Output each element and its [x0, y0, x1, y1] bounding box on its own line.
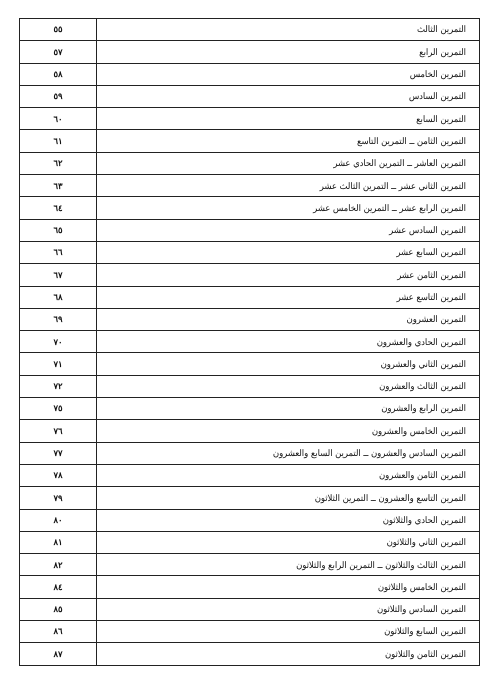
page-number-cell: ٨١ [20, 531, 97, 553]
exercise-title: التمرين الرابع عشر ــ التمرين الخامس عشر [313, 202, 466, 214]
table-row [20, 643, 480, 665]
page-number-cell: ٨٠ [20, 509, 97, 531]
exercise-title: التمرين الثاني عشر ــ التمرين الثالث عشر [319, 180, 466, 191]
page-number-cell: ٦٦ [20, 241, 97, 263]
table-row [20, 554, 480, 576]
exercise-title-cell [97, 130, 480, 152]
exercise-title: التمرين العاشر ــ التمرين الحادي عشر [333, 157, 466, 169]
exercise-title: التمرين الخامس والعشرون [371, 425, 466, 437]
table-row [20, 108, 480, 130]
exercise-title-cell [97, 576, 480, 598]
table-row [20, 375, 480, 397]
exercise-title: التمرين الثاني والثلاثون [386, 537, 466, 548]
table-row [20, 308, 480, 330]
exercise-title: التمرين التاسع والعشرون ــ التمرين الثلاثون [314, 492, 466, 503]
page-number-cell: ٥٨ [20, 63, 97, 85]
exercise-title: التمرين السادس والثلاثون [376, 603, 466, 615]
exercise-title-cell [97, 353, 480, 375]
page-number-cell: ٨٥ [20, 598, 97, 620]
table-row [20, 175, 480, 197]
page-number-cell: ٦٣ [20, 175, 97, 197]
exercise-title-cell [97, 531, 480, 553]
table-row [20, 420, 480, 442]
exercise-title: التمرين السابع عشر [396, 247, 466, 258]
exercise-title: التمرين الثالث والعشرون [379, 380, 466, 392]
exercise-title-cell [97, 41, 480, 63]
exercise-title-cell [97, 308, 480, 330]
exercise-title-cell [97, 487, 480, 509]
exercise-title-cell [97, 63, 480, 85]
table-row [20, 264, 480, 286]
table-row [20, 598, 480, 620]
exercise-title: التمرين العشرون [406, 314, 466, 325]
page-number-cell: ٦٥ [20, 219, 97, 241]
page-number-cell: ٦١ [20, 130, 97, 152]
page-number-cell: ٧٥ [20, 398, 97, 420]
exercise-title-cell [97, 197, 480, 219]
exercise-title-cell [97, 175, 480, 197]
exercise-title-cell [97, 442, 480, 464]
exercise-title: التمرين الثاني والعشرون [380, 358, 466, 370]
table-row [20, 286, 480, 308]
table-row [20, 442, 480, 464]
page-number-cell: ٦٢ [20, 152, 97, 174]
table-row [20, 464, 480, 486]
exercise-title: التمرين الخامس والثلاثون [377, 581, 466, 593]
exercise-title-cell [97, 85, 480, 107]
page-number-cell: ٧٠ [20, 331, 97, 353]
exercise-title-cell [97, 554, 480, 576]
exercise-title-cell [97, 398, 480, 420]
exercise-title-cell [97, 264, 480, 286]
table-row [20, 63, 480, 85]
exercise-title: التمرين الخامس [409, 68, 466, 80]
exercise-title: التمرين السادس [408, 91, 466, 102]
table-row [20, 509, 480, 531]
exercise-title: التمرين السابع والثلاثون [384, 626, 466, 637]
page-number-cell: ٨٦ [20, 621, 97, 643]
exercise-title: التمرين الحادي والثلاثون [382, 514, 466, 526]
page-number-cell: ٧٦ [20, 420, 97, 442]
exercise-title: التمرين الثامن ــ التمرين التاسع [357, 135, 466, 147]
table-of-contents [19, 18, 480, 666]
table-row [20, 41, 480, 63]
toc-body [20, 19, 480, 666]
exercise-title-cell [97, 375, 480, 397]
page-number-cell: ٦٧ [20, 264, 97, 286]
exercise-title-cell [97, 19, 480, 41]
exercise-title-cell [97, 108, 480, 130]
exercise-title-cell [97, 621, 480, 643]
exercise-title: التمرين الرابع [419, 46, 466, 57]
exercise-title: التمرين الثامن والثلاثون [385, 648, 466, 659]
table-row [20, 130, 480, 152]
table-row [20, 152, 480, 174]
exercise-title: التمرين الحادي والعشرون [376, 336, 466, 347]
page-number-cell: ٥٥ [20, 19, 97, 41]
table-row [20, 576, 480, 598]
page-number-cell: ٨٢ [20, 554, 97, 576]
page-number-cell: ٦٨ [20, 286, 97, 308]
exercise-title: التمرين الثامن والعشرون [379, 470, 466, 481]
table-row [20, 85, 480, 107]
table-row [20, 241, 480, 263]
exercise-title: التمرين التاسع عشر [396, 291, 466, 303]
exercise-title: التمرين الثامن عشر [397, 269, 466, 280]
exercise-title: التمرين السادس عشر [389, 224, 466, 236]
page-number-cell: ٦٤ [20, 197, 97, 219]
page-number-cell: ٦٠ [20, 108, 97, 130]
page-number-cell: ٦٩ [20, 308, 97, 330]
exercise-title: التمرين الثالث [417, 24, 466, 35]
table-row [20, 331, 480, 353]
table-row [20, 219, 480, 241]
page-number-cell: ٥٧ [20, 41, 97, 63]
page-number-cell: ٧٧ [20, 442, 97, 464]
exercise-title-cell [97, 286, 480, 308]
table-row [20, 621, 480, 643]
exercise-title-cell [97, 152, 480, 174]
exercise-title-cell [97, 219, 480, 241]
page-number-cell: ٧٨ [20, 464, 97, 486]
exercise-title-cell [97, 643, 480, 665]
exercise-title-cell [97, 420, 480, 442]
exercise-title: التمرين الثالث والثلاثون ــ التمرين الرابع والثلاثون [296, 559, 466, 570]
exercise-title-cell [97, 509, 480, 531]
exercise-title: التمرين السابع [416, 113, 466, 124]
table-row [20, 487, 480, 509]
page-number-cell: ٧١ [20, 353, 97, 375]
table-row [20, 398, 480, 420]
table-row [20, 353, 480, 375]
page-number-cell: ٥٩ [20, 85, 97, 107]
exercise-title-cell [97, 464, 480, 486]
exercise-title: التمرين الرابع والعشرون [381, 403, 466, 414]
table-row [20, 19, 480, 41]
exercise-title-cell [97, 331, 480, 353]
table-row [20, 197, 480, 219]
page-number-cell: ٨٧ [20, 643, 97, 665]
exercise-title: التمرين السادس والعشرون ــ التمرين السابع والعشرون [272, 447, 466, 459]
exercise-title-cell [97, 241, 480, 263]
exercise-title-cell [97, 598, 480, 620]
page-number-cell: ٧٢ [20, 375, 97, 397]
page-number-cell: ٧٩ [20, 487, 97, 509]
page-number-cell: ٨٤ [20, 576, 97, 598]
table-row [20, 531, 480, 553]
